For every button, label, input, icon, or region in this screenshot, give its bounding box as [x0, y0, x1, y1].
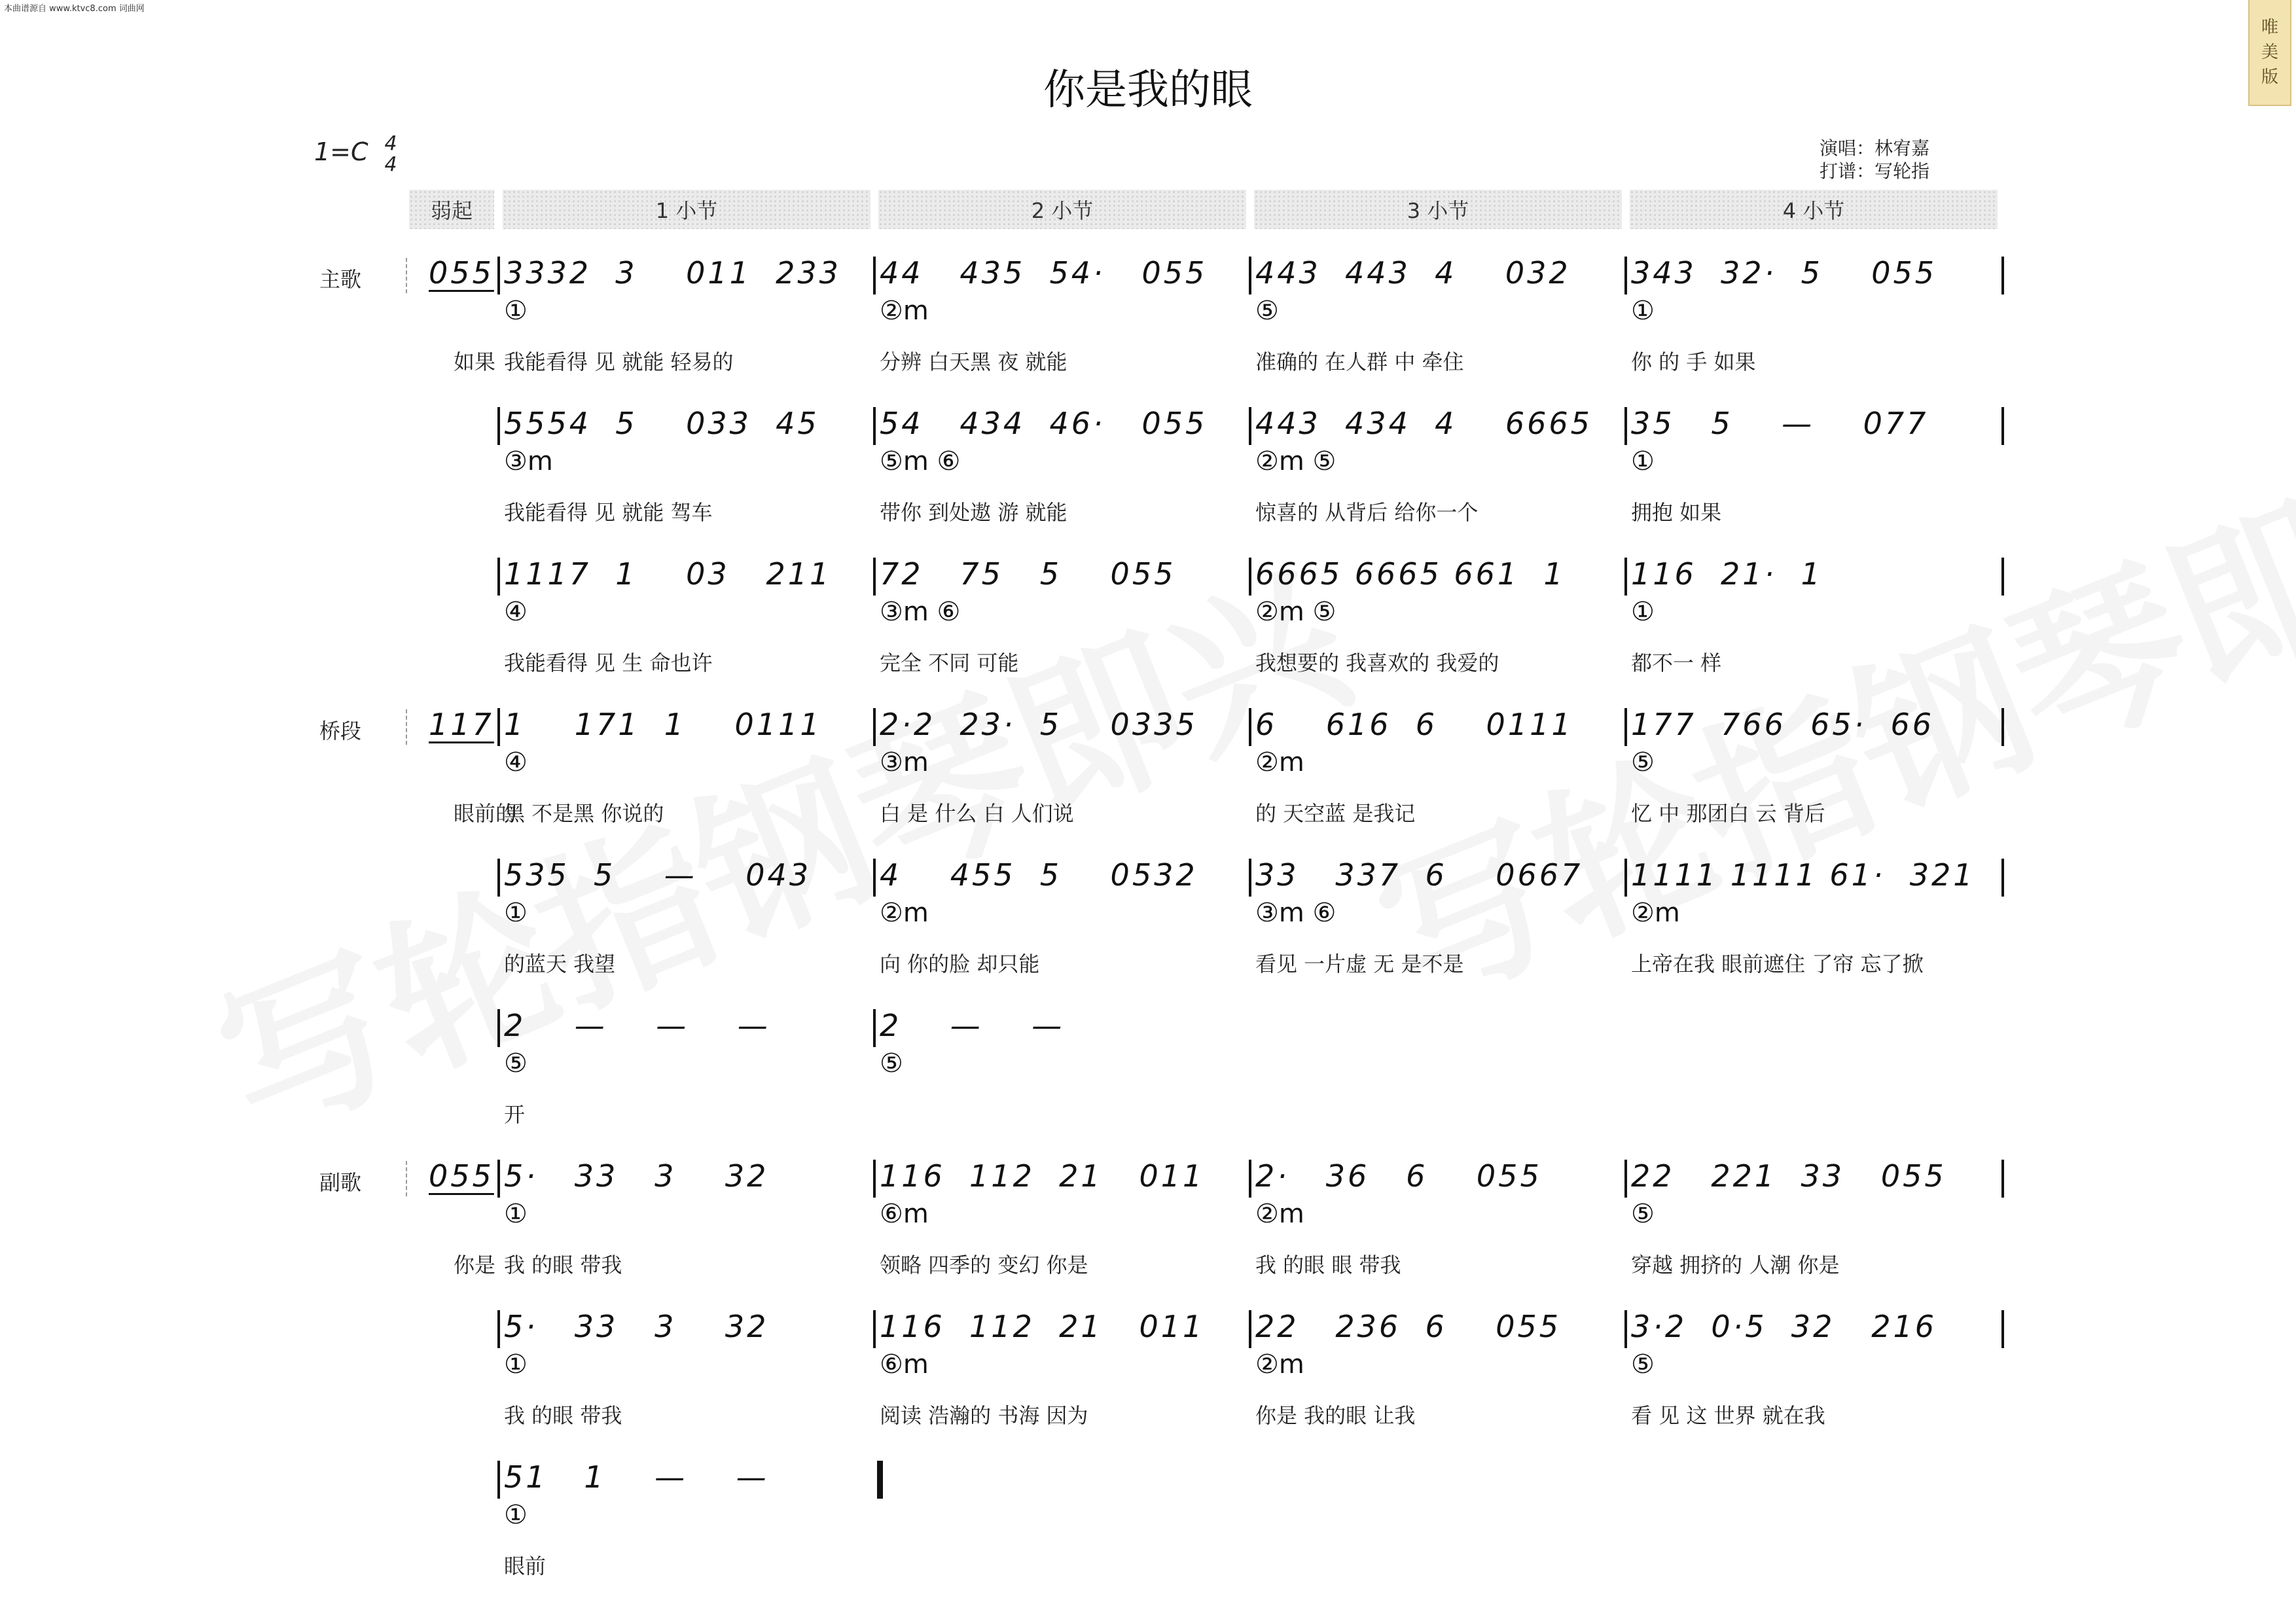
system-start-line	[406, 258, 407, 293]
bar-notes: 22 221 33 055	[1631, 1158, 1946, 1194]
bar-notes: 116 112 21 011	[880, 1309, 1205, 1344]
bar-lyrics: 我能看得 见 就能 驾车	[504, 500, 713, 525]
bar-lyrics: 我 的眼 带我	[504, 1253, 622, 1277]
bar-lyrics: 完全 不同 可能	[880, 651, 1019, 675]
bar-lyrics: 我 的眼 眼 带我	[1255, 1253, 1401, 1277]
bar-lyrics: 看见 一片虚 无 是不是	[1255, 952, 1464, 976]
fingering-mark: ③m	[880, 747, 929, 777]
fingering-mark: ①	[1631, 446, 1655, 476]
bar-lyrics: 拥抱 如果	[1631, 500, 1722, 525]
fingering-mark: ①	[1631, 597, 1655, 627]
bar-lyrics: 分辨 白天黑 夜 就能	[880, 349, 1067, 374]
bar-notes: 2·2 23· 5 0335	[880, 707, 1198, 742]
pickup-lyric: 如果	[454, 349, 496, 374]
fingering-mark: ②m	[880, 898, 929, 928]
bar-lyrics: 带你 到处遨 游 就能	[880, 500, 1067, 525]
fingering-mark: ④	[504, 747, 528, 777]
bar-line-end	[2001, 1160, 2004, 1198]
bar-line	[1624, 1310, 1627, 1348]
bar-line	[873, 859, 876, 897]
time-top: 4	[384, 132, 397, 155]
bar-lyrics: 忆 中 那团白 云 背后	[1631, 801, 1825, 826]
bar-line	[1624, 859, 1627, 897]
bar-line	[497, 859, 500, 897]
bar-lyrics: 穿越 拥挤的 人潮 你是	[1631, 1253, 1840, 1277]
bar-header-2: 2 小节	[878, 190, 1246, 229]
section-label: 主歌	[319, 267, 362, 292]
fingering-mark: ③m ⑥	[880, 597, 961, 627]
bar-line-end	[2001, 407, 2004, 445]
bar-line	[1624, 257, 1627, 294]
bar-notes: 72 75 5 055	[880, 556, 1176, 592]
bar-line	[1249, 257, 1251, 294]
fingering-mark: ①	[1631, 296, 1655, 326]
bar-notes: 443 443 4 032	[1255, 255, 1571, 291]
bar-lyrics: 我能看得 见 生 命也许	[504, 651, 713, 675]
bar-lyrics: 上帝在我 眼前遮住 了帘 忘了掀	[1631, 952, 1924, 976]
badge-char: 版	[2261, 67, 2278, 87]
bar-notes: 54 434 46· 055	[880, 406, 1208, 441]
bar-notes: 33 337 6 0667	[1255, 857, 1583, 893]
bar-header-4: 4 小节	[1630, 190, 1998, 229]
bar-line	[1249, 1310, 1251, 1348]
final-bar-line	[877, 1461, 883, 1499]
bar-lyrics: 我想要的 我喜欢的 我爱的	[1255, 651, 1499, 675]
bar-line	[1249, 859, 1251, 897]
time-bottom: 4	[384, 153, 397, 176]
bar-header-3: 3 小节	[1254, 190, 1622, 229]
arranger-credit: 打谱：写轮指	[1820, 160, 1930, 182]
bar-notes: 1117 1 03 211	[504, 556, 832, 592]
bar-lyrics: 准确的 在人群 中 牵住	[1255, 349, 1464, 374]
bar-lyrics: 黑 不是黑 你说的	[504, 801, 664, 826]
bar-notes: 535 5 — 043	[504, 857, 812, 893]
pickup-notes: 055	[429, 255, 494, 291]
section-label: 桥段	[319, 719, 362, 743]
bar-lyrics: 惊喜的 从背后 给你一个	[1255, 500, 1479, 525]
bar-notes: 116 21· 1	[1631, 556, 1823, 592]
singer-credit: 演唱：林宥嘉	[1820, 137, 1930, 159]
bar-lyrics: 白 是 什么 白 人们说	[880, 801, 1074, 826]
bar-lyrics: 你是 我的眼 让我	[1255, 1403, 1416, 1428]
bar-lyrics: 我能看得 见 就能 轻易的	[504, 349, 734, 374]
bar-notes: 2 — — —	[504, 1008, 770, 1043]
bar-header-1: 1 小节	[503, 190, 870, 229]
fingering-mark: ⑤	[504, 1048, 528, 1079]
bar-notes: 1111 1111 61· 321	[1631, 857, 1975, 893]
bar-line	[873, 257, 876, 294]
bar-line	[873, 407, 876, 445]
fingering-mark: ①	[504, 898, 528, 928]
bar-line	[873, 558, 876, 596]
fingering-mark: ②m	[1255, 747, 1304, 777]
fingering-mark: ①	[504, 1500, 528, 1530]
bar-notes: 1 171 1 0111	[504, 707, 822, 742]
bar-line	[497, 708, 500, 746]
bar-line	[1624, 407, 1627, 445]
bar-notes: 5· 33 3 32	[504, 1309, 769, 1344]
bar-lyrics: 的蓝天 我望	[504, 952, 616, 976]
watermark	[181, 506, 1376, 1179]
bar-notes: 6 616 6 0111	[1255, 707, 1573, 742]
fingering-mark: ①	[504, 296, 528, 326]
bar-line	[1624, 1160, 1627, 1198]
fingering-mark: ③m ⑥	[1255, 898, 1336, 928]
bar-line	[497, 558, 500, 596]
time-signature	[381, 134, 401, 175]
bar-line	[873, 1160, 876, 1198]
bar-notes: 35 5 — 077	[1631, 406, 1929, 441]
pickup-lyric: 眼前的	[454, 801, 517, 826]
fingering-mark: ②m	[1255, 1349, 1304, 1380]
bar-line	[1624, 558, 1627, 596]
bar-lyrics: 领略 四季的 变幻 你是	[880, 1253, 1088, 1277]
fingering-mark: ⑤	[1631, 1349, 1655, 1380]
bar-notes: 3332 3 011 233	[504, 255, 841, 291]
pickup-notes: 117	[429, 707, 494, 742]
bar-line-end	[2001, 558, 2004, 596]
bar-notes: 2· 36 6 055	[1255, 1158, 1542, 1194]
section-label: 副歌	[319, 1170, 362, 1195]
bar-lyrics: 开	[504, 1102, 526, 1127]
pickup-notes: 055	[429, 1158, 494, 1194]
bar-line-end	[2001, 859, 2004, 897]
bar-notes: 5554 5 033 45	[504, 406, 819, 441]
bar-notes: 6665 6665 661 1	[1255, 556, 1566, 592]
bar-line	[497, 257, 500, 294]
fingering-mark: ②m ⑤	[1255, 446, 1336, 476]
bar-line	[497, 1160, 500, 1198]
bar-lyrics: 我 的眼 带我	[504, 1403, 622, 1428]
key-signature: 1=C	[314, 137, 368, 166]
source-note: 本曲谱源自 www.ktvc8.com 词曲网	[4, 4, 145, 14]
bar-line-end	[2001, 1310, 2004, 1348]
bar-notes: 22 236 6 055	[1255, 1309, 1561, 1344]
badge-char: 美	[2261, 43, 2278, 62]
fingering-mark: ⑤	[1631, 747, 1655, 777]
song-title: 你是我的眼	[1043, 66, 1253, 115]
fingering-mark: ②m	[1631, 898, 1680, 928]
bar-lyrics: 的 天空蓝 是我记	[1255, 801, 1416, 826]
bar-notes: 443 434 4 6665	[1255, 406, 1592, 441]
bar-line	[1624, 708, 1627, 746]
fingering-mark: ②m	[1255, 1199, 1304, 1229]
fingering-mark: ⑥m	[880, 1349, 929, 1380]
fingering-mark: ②m ⑤	[1255, 597, 1336, 627]
bar-line	[873, 1009, 876, 1047]
bar-line	[497, 1009, 500, 1047]
bar-notes: 116 112 21 011	[880, 1158, 1205, 1194]
bar-line-end	[2001, 257, 2004, 294]
bar-line	[1249, 407, 1251, 445]
bar-line	[497, 1461, 500, 1499]
bar-lyrics: 眼前	[504, 1554, 547, 1578]
bar-line-end	[2001, 708, 2004, 746]
bar-notes: 5· 33 3 32	[504, 1158, 769, 1194]
pickup-header: 弱起	[409, 190, 494, 229]
bar-line	[497, 1310, 500, 1348]
bar-line	[1249, 1160, 1251, 1198]
bar-notes: 51 1 — —	[504, 1459, 769, 1495]
fingering-mark: ②m	[880, 296, 929, 326]
system-start-line	[406, 1161, 407, 1196]
bar-line	[873, 708, 876, 746]
bar-notes: 177 766 65· 66	[1631, 707, 1935, 742]
bar-notes: 44 435 54· 055	[880, 255, 1208, 291]
fingering-mark: ⑥m	[880, 1199, 929, 1229]
bar-notes: 4 455 5 0532	[880, 857, 1198, 893]
bar-notes: 343 32· 5 055	[1631, 255, 1937, 291]
system-start-line	[406, 709, 407, 745]
fingering-mark: ⑤	[1255, 296, 1279, 326]
fingering-mark: ①	[504, 1199, 528, 1229]
fingering-mark: ③m	[504, 446, 553, 476]
badge-char: 唯	[2261, 18, 2278, 37]
fingering-mark: ⑤	[1631, 1199, 1655, 1229]
bar-lyrics: 看 见 这 世界 就在我	[1631, 1403, 1825, 1428]
bar-lyrics: 都不一 样	[1631, 651, 1722, 675]
fingering-mark: ④	[504, 597, 528, 627]
bar-notes: 2 — —	[880, 1008, 1065, 1043]
bar-line	[873, 1310, 876, 1348]
bar-line	[1249, 558, 1251, 596]
pickup-lyric: 你是	[454, 1253, 496, 1277]
bar-line	[497, 407, 500, 445]
bar-lyrics: 向 你的脸 却只能	[880, 952, 1040, 976]
bar-line	[1249, 708, 1251, 746]
fingering-mark: ⑤m ⑥	[880, 446, 961, 476]
bar-lyrics: 你 的 手 如果	[1631, 349, 1756, 374]
bar-lyrics: 阅读 浩瀚的 书海 因为	[880, 1403, 1088, 1428]
fingering-mark: ①	[504, 1349, 528, 1380]
fingering-mark: ⑤	[880, 1048, 903, 1079]
bar-notes: 3·2 0·5 32 216	[1631, 1309, 1937, 1344]
